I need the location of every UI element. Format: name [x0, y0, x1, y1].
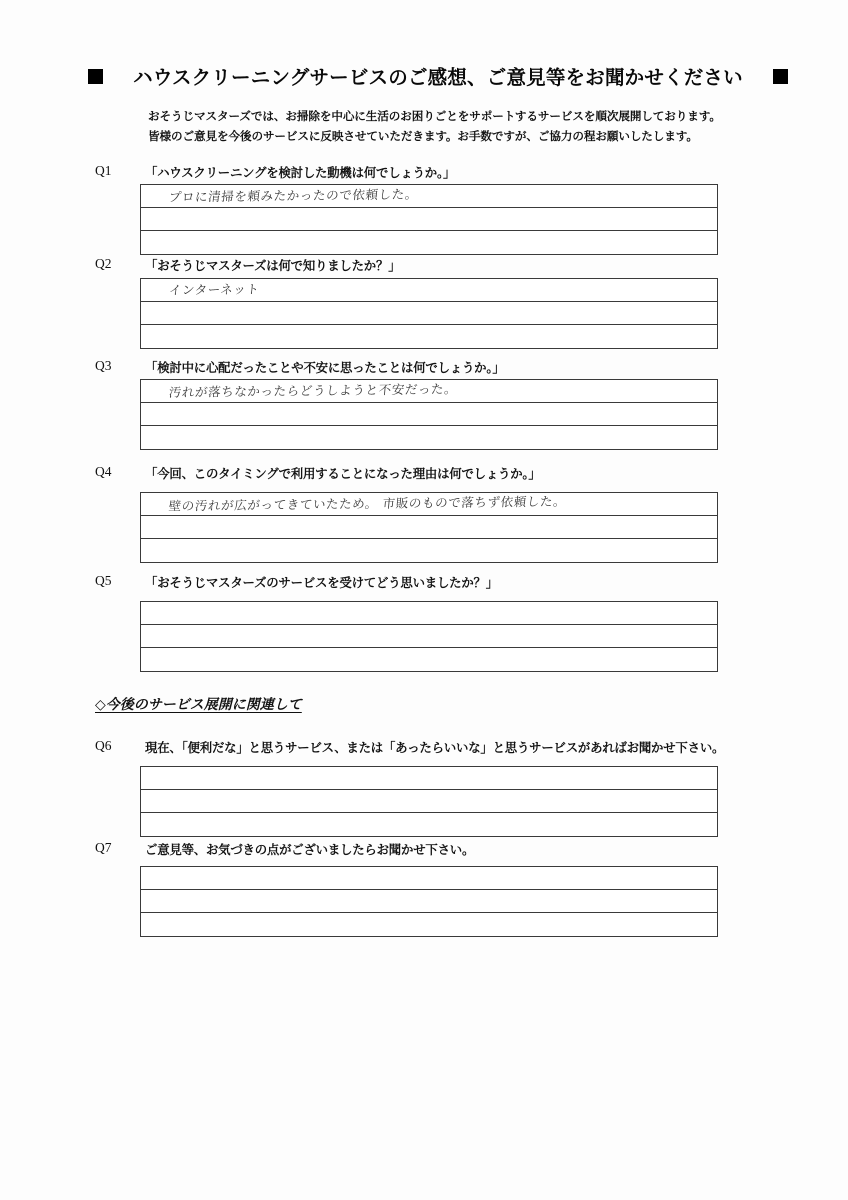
answer-line[interactable] [141, 185, 717, 208]
answer-box-q7[interactable] [140, 866, 718, 937]
answer-line[interactable] [141, 890, 717, 913]
handwritten-answer: 汚れが落ちなかったらどうしようと不安だった。 [168, 381, 459, 400]
answer-line[interactable] [141, 516, 717, 539]
question-label-q7: Q7 [95, 840, 112, 855]
handwritten-answer: 壁の汚れが広がってきていたため。 市販のもので落ちず依頼した。 [168, 493, 567, 514]
section-heading: ◇今後のサービス展開に関連して [95, 697, 302, 713]
answer-line[interactable] [141, 325, 717, 348]
answer-line[interactable] [141, 426, 717, 449]
answer-line[interactable] [141, 867, 717, 890]
answer-line[interactable] [141, 208, 717, 231]
handwritten-answer: プロに清掃を頼みたかったので依頼した。 [168, 186, 419, 205]
answer-line[interactable] [141, 602, 717, 625]
question-text-q5: 「おそうじマスターズのサービスを受けてどう思いましたか？」 [145, 575, 498, 590]
answer-box-q1[interactable] [140, 184, 718, 255]
handwritten-answer: インターネット [168, 281, 261, 298]
answer-line[interactable] [141, 380, 717, 403]
answer-box-q5[interactable] [140, 601, 718, 672]
question-text-q4: 「今回、このタイミングで利用することになった理由は何でしょうか。」 [145, 466, 541, 481]
answer-box-q6[interactable] [140, 766, 718, 837]
intro-line-1: おそうじマスターズでは、お掃除を中心に生活のお困りごとをサポートするサービスを順次展開しております。 [148, 109, 721, 123]
answer-line[interactable] [141, 403, 717, 426]
answer-line[interactable] [141, 302, 717, 325]
answer-line[interactable] [141, 231, 717, 254]
answer-line[interactable] [141, 625, 717, 648]
question-label-q3: Q3 [95, 358, 112, 373]
answer-box-q2[interactable] [140, 278, 718, 349]
question-label-q5: Q5 [95, 573, 112, 588]
answer-line[interactable] [141, 493, 717, 516]
answer-line[interactable] [141, 913, 717, 936]
filled-square-icon-right [773, 69, 788, 84]
question-text-q7: ご意見等、お気づきの点がございましたらお聞かせ下さい。 [145, 842, 475, 857]
answer-line[interactable] [141, 767, 717, 790]
question-text-q3: 「検討中に心配だったことや不安に思ったことは何でしょうか。」 [145, 360, 505, 375]
page-title: ハウスクリーニングサービスのご感想、ご意見等をお聞かせください [133, 66, 743, 89]
intro-line-2: 皆様のご意見を今後のサービスに反映させていただきます。お手数ですが、ご協力の程お願いしたします。 [148, 129, 698, 143]
question-text-q1: 「ハウスクリーニングを検討した動機は何でしょうか。」 [145, 165, 456, 180]
answer-line[interactable] [141, 539, 717, 562]
filled-square-icon-left [88, 69, 103, 84]
question-text-q6: 現在、「便利だな」と思うサービス、または「あったらいいな」と思うサービスがあればお聞かせ下さい。 [145, 740, 725, 755]
question-label-q1: Q1 [95, 163, 112, 178]
answer-box-q3[interactable] [140, 379, 718, 450]
question-label-q2: Q2 [95, 256, 112, 271]
question-label-q6: Q6 [95, 738, 112, 753]
answer-line[interactable] [141, 279, 717, 302]
answer-line[interactable] [141, 813, 717, 836]
intro-paragraph [148, 106, 763, 146]
question-label-q4: Q4 [95, 464, 112, 479]
answer-box-q4[interactable] [140, 492, 718, 563]
question-text-q2: 「おそうじマスターズは何で知りましたか？」 [145, 258, 401, 273]
page-header [88, 62, 788, 90]
answer-line[interactable] [141, 648, 717, 671]
answer-line[interactable] [141, 790, 717, 813]
